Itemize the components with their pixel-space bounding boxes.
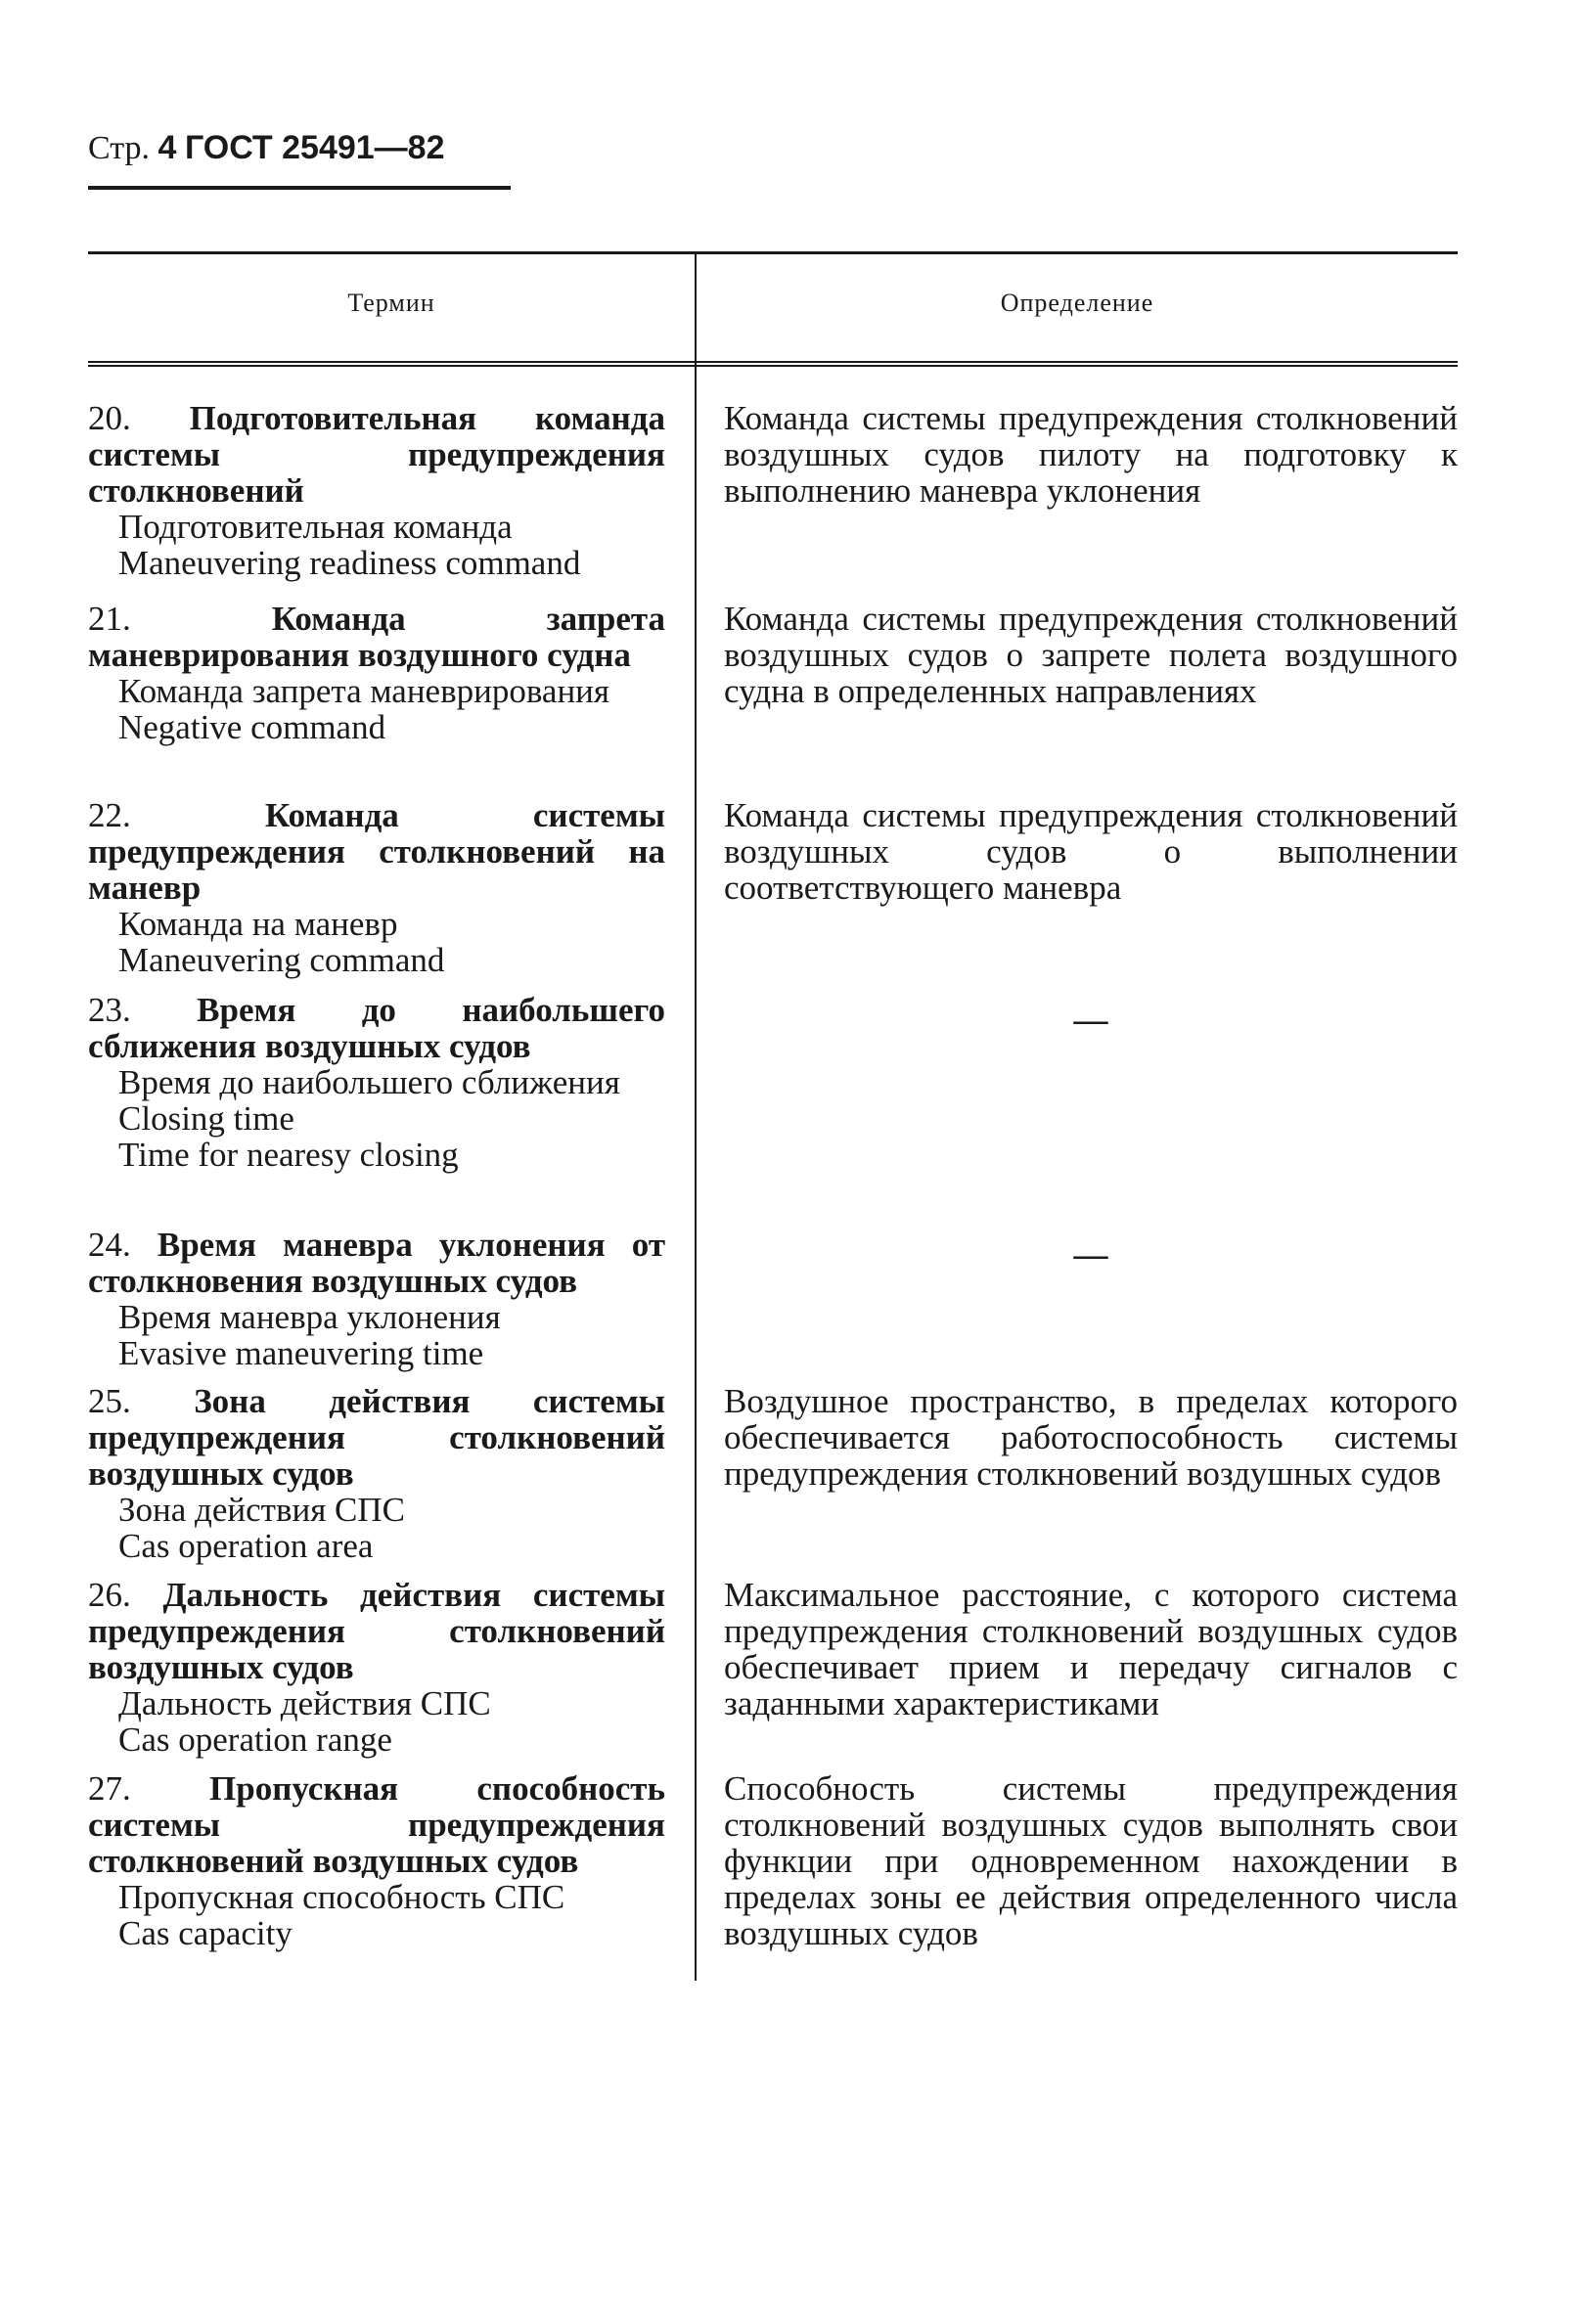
- term-number: 23.: [88, 991, 131, 1029]
- term-name: Дальность действия системы предупреждения столкновений воздушных судов: [88, 1576, 666, 1686]
- term-cell: [88, 1577, 665, 1758]
- term-name: Подготовительная команда системы предупреждения столкновений: [88, 399, 665, 510]
- term-english: Cas operation range: [118, 1721, 392, 1759]
- term-synonym: Дальность действия СПС: [118, 1684, 491, 1722]
- term-title: [88, 1227, 665, 1299]
- header-double-rule: [88, 361, 1458, 367]
- definition-cell: Способность системы предупреждения столкновений воздушных судов выполнять свои функции при одновременном нахождении в пределах зоны ее действия определенного числа воздушных судов: [724, 1769, 1458, 1952]
- term-english: Cas capacity: [118, 1914, 293, 1952]
- term-number: 27.: [88, 1769, 131, 1808]
- term-cell: [88, 797, 665, 978]
- term-number: 22.: [88, 796, 131, 834]
- term-title: [88, 601, 665, 673]
- term-number: 25.: [88, 1382, 131, 1420]
- table-top-rule: [88, 251, 1458, 254]
- term-synonym: Пропускная способность СПС: [118, 1878, 565, 1916]
- term-english-alt: Time for nearesy closing: [118, 1136, 459, 1174]
- term-synonym: Зона действия СПС: [118, 1491, 406, 1529]
- term-number: 24.: [88, 1226, 131, 1264]
- page-number: 4: [158, 129, 177, 166]
- term-name: Время до наибольшего сближения воздушных судов: [88, 991, 665, 1065]
- column-divider: [695, 254, 697, 1981]
- term-title: [88, 797, 665, 906]
- page-header: [88, 129, 445, 167]
- definition-cell: Воздушное пространство, в пределах которого обеспечивается работоспособность системы предупреждения столкновений воздушных судов: [724, 1382, 1458, 1493]
- definition-cell: —: [1073, 1001, 1108, 1039]
- term-english: Maneuvering readiness command: [118, 544, 581, 582]
- term-name: Пропускная способность системы предупреждения столкновений воздушных судов: [88, 1769, 665, 1880]
- term-name: Время маневра уклонения от столкновения воздушных судов: [88, 1226, 666, 1300]
- definition-cell: Команда системы предупреждения столкновений воздушных судов о выполнении соответствующего маневра: [724, 796, 1458, 907]
- term-title: [88, 1577, 665, 1685]
- term-cell: [88, 1227, 665, 1371]
- definition-cell: —: [1073, 1235, 1108, 1274]
- term-cell: [88, 601, 665, 745]
- term-english: Cas operation area: [118, 1527, 374, 1565]
- term-synonym: Время до наибольшего сближения: [118, 1063, 620, 1101]
- standard-number: ГОСТ 25491—82: [184, 129, 445, 166]
- term-cell: [88, 1383, 665, 1564]
- term-english: Closing time: [118, 1099, 294, 1138]
- term-english: Evasive maneuvering time: [118, 1334, 484, 1372]
- term-synonym: Команда запрета маневрирования: [118, 672, 609, 710]
- term-name: Команда запрета маневрирования воздушного судна: [88, 600, 665, 674]
- term-number: 26.: [88, 1576, 131, 1614]
- column-header-term: Термин: [347, 289, 435, 317]
- page-label: Стр.: [88, 130, 151, 166]
- term-synonym: Команда на маневр: [118, 905, 398, 943]
- definition-cell: Команда системы предупреждения столкновений воздушных судов пилоту на подготовку к выполнению маневра уклонения: [724, 399, 1458, 510]
- term-cell: [88, 400, 665, 581]
- terms-table: [88, 251, 1458, 1981]
- term-english: Negative command: [118, 708, 386, 746]
- term-english: Maneuvering command: [118, 941, 445, 979]
- term-name: Зона действия системы предупреждения столкновений воздушных судов: [88, 1382, 666, 1493]
- term-synonym: Подготовительная команда: [118, 508, 513, 546]
- header-rule: [88, 186, 511, 190]
- term-number: 20.: [88, 399, 131, 437]
- term-title: [88, 400, 665, 509]
- term-cell: [88, 992, 665, 1173]
- term-cell: [88, 1770, 665, 1951]
- definition-cell: Максимальное расстояние, с которого система предупреждения столкновений воздушных судов обеспечивает прием и передачу сигналов с заданными характеристиками: [724, 1576, 1458, 1722]
- term-title: [88, 1383, 665, 1492]
- term-synonym: Время маневра уклонения: [118, 1298, 501, 1336]
- term-name: Команда системы предупреждения столкновений на маневр: [88, 796, 665, 907]
- term-title: [88, 992, 665, 1064]
- term-number: 21.: [88, 600, 131, 638]
- definition-cell: Команда системы предупреждения столкновений воздушных судов о запрете полета воздушного судна в определенных направлениях: [724, 600, 1458, 710]
- column-header-definition: Определение: [1000, 289, 1154, 317]
- term-title: [88, 1770, 665, 1879]
